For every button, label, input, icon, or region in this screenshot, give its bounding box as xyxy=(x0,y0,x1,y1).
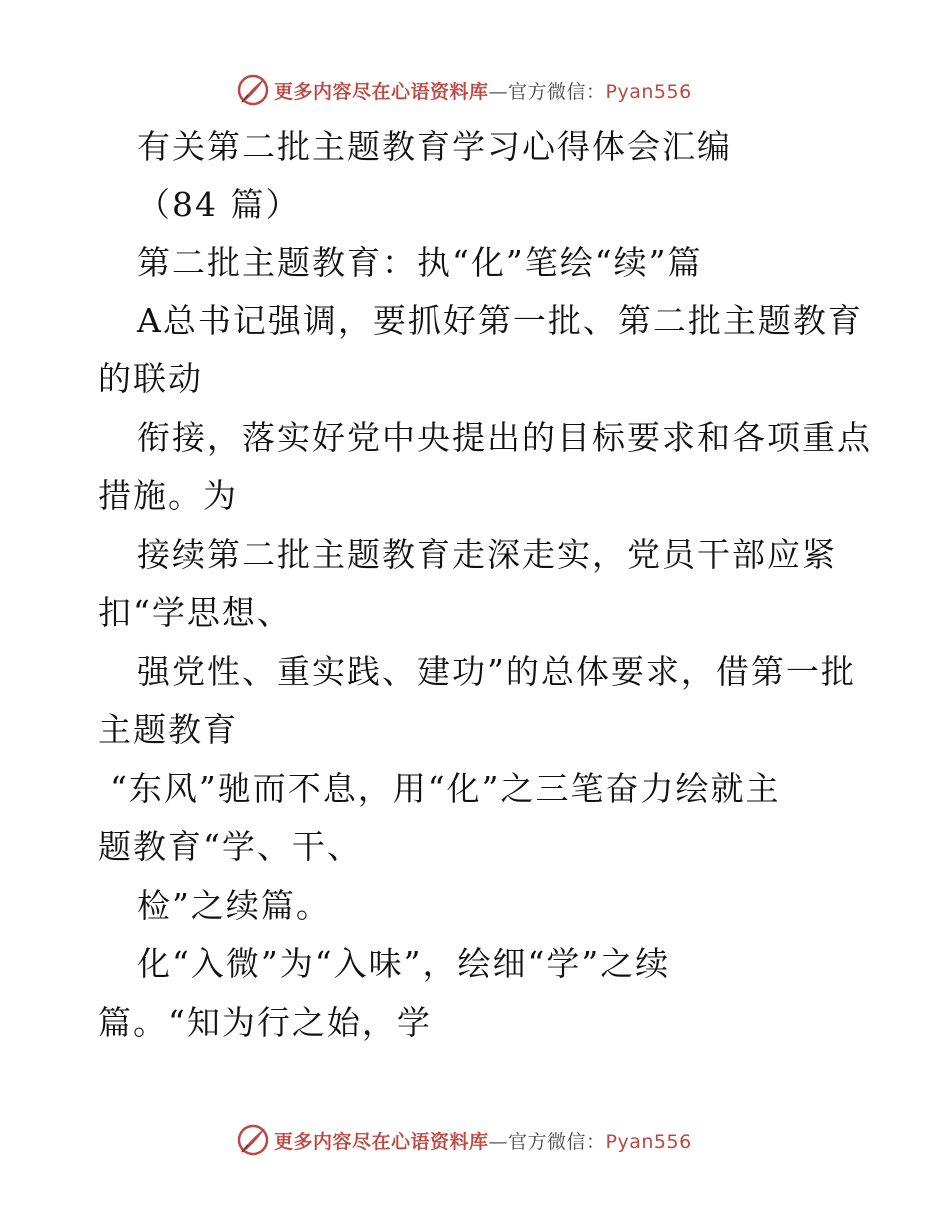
watermark-wechat-id: Pyan556 xyxy=(605,1130,692,1153)
watermark-text xyxy=(274,77,692,104)
watermark-brand: 更多内容尽在心语资料库 xyxy=(274,80,489,103)
document-subtitle: （84 篇） xyxy=(137,185,301,224)
text-line: 衔接，落实好党中央提出的目标要求和各项重点 xyxy=(137,418,872,457)
text-line: 主题教育 xyxy=(98,710,238,749)
text-line: 扣“学思想、 xyxy=(98,593,292,632)
text-line: 强党性、重实践、建功”的总体要求，借第一批 xyxy=(137,652,856,691)
text-line: “东风”驰而不息，用“化”之三笔奋力绘就主 xyxy=(110,769,781,808)
text-line: 题教育“学、干、 xyxy=(98,827,362,866)
header-watermark xyxy=(236,70,692,110)
text-line: 接续第二批主题教育走深走实，党员干部应紧 xyxy=(137,535,837,574)
text-line: 篇。“知为行之始，学 xyxy=(98,1003,432,1042)
text-line: 检”之续篇。 xyxy=(137,886,331,925)
watermark-dash: — xyxy=(488,1130,509,1153)
feather-pen-circle-icon xyxy=(236,1123,270,1157)
footer-watermark xyxy=(236,1120,692,1160)
text-line: 措施。为 xyxy=(98,476,238,515)
watermark-text xyxy=(274,1127,692,1154)
section-heading: 第二批主题教育：执“化”笔绘“续”篇 xyxy=(137,243,703,282)
watermark-wechat-label: 官方微信： xyxy=(508,80,606,103)
watermark-wechat-label: 官方微信： xyxy=(508,1130,606,1153)
text-line: A总书记强调，要抓好第一批、第二批主题教育 xyxy=(137,301,863,340)
text-line: 的联动 xyxy=(98,359,203,398)
feather-pen-circle-icon xyxy=(236,73,270,107)
document-title: 有关第二批主题教育学习心得体会汇编 xyxy=(137,127,732,166)
watermark-dash: — xyxy=(488,80,509,103)
watermark-brand: 更多内容尽在心语资料库 xyxy=(274,1130,489,1153)
watermark-wechat-id: Pyan556 xyxy=(605,80,692,103)
text-line: 化“入微”为“入味”，绘细“学”之续 xyxy=(137,944,671,983)
